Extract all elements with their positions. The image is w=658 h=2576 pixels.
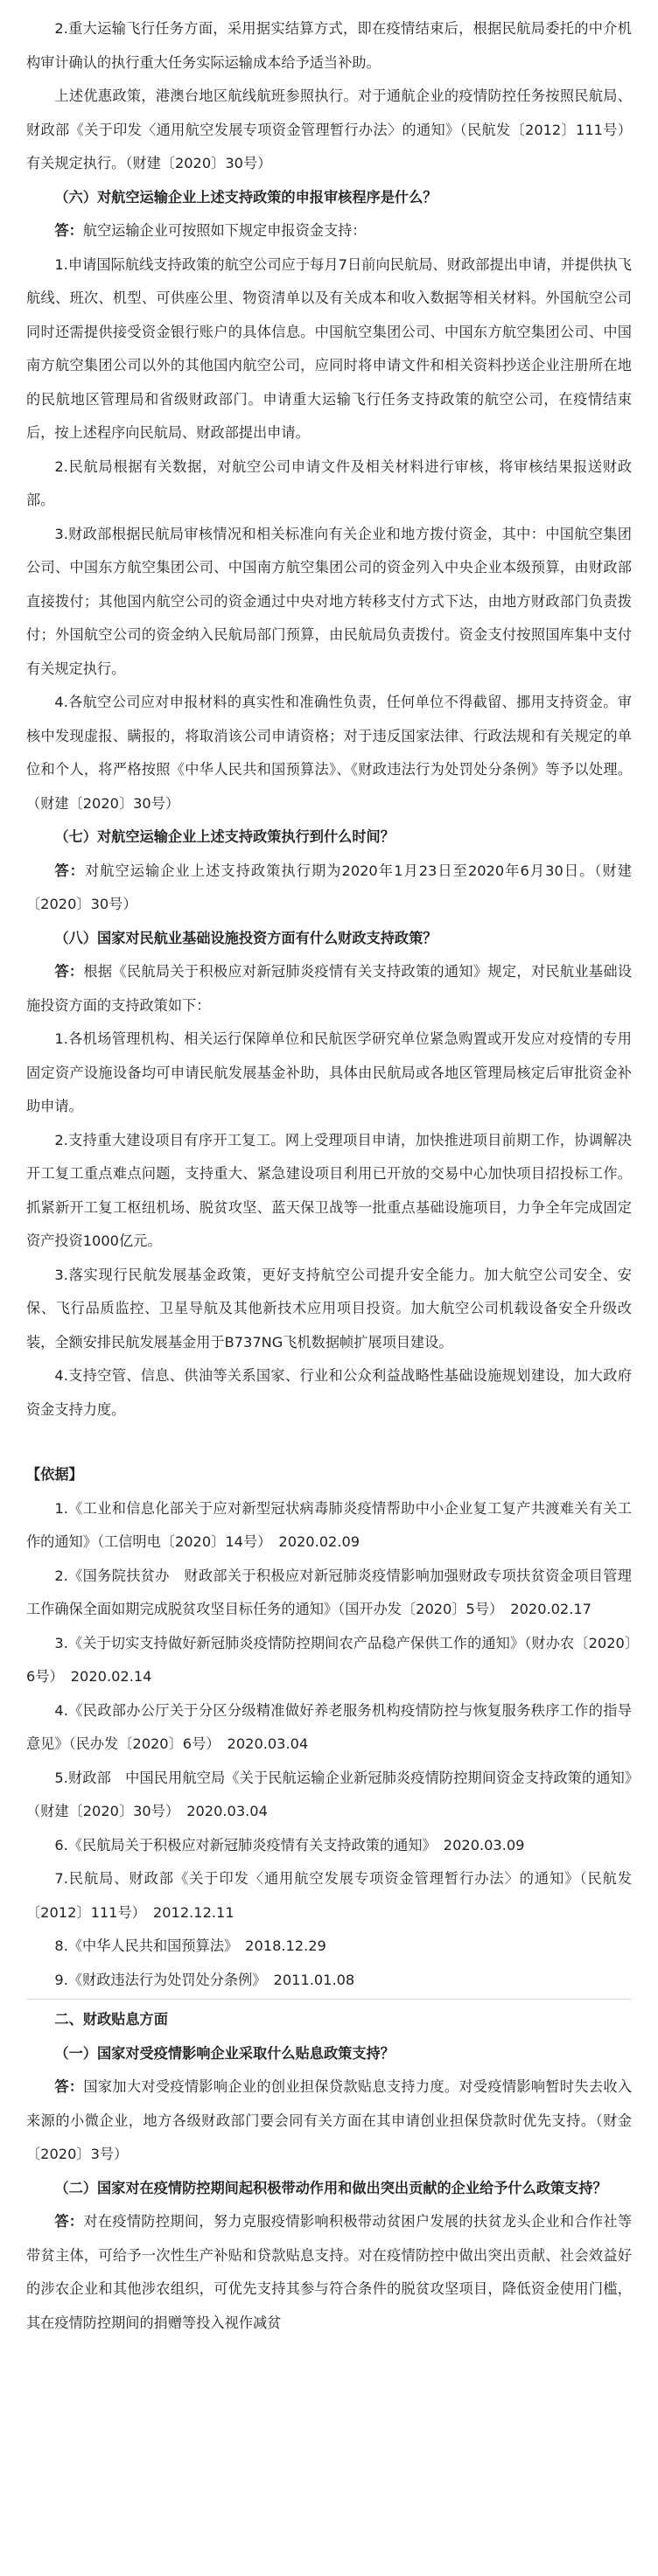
body-paragraph: 3.落实现行民航发展基金政策，更好支持航空公司提升安全能力。加大航空公司安全、安保、飞行品质监控、卫星导航及其他新技术应用项目投资。加大航空公司机载设备安全升级改装，全额安排民航发展基金用于B737NG飞机数据帧扩展项目建设。 — [26, 1266, 632, 1351]
body-paragraph: 上述优惠政策，港澳台地区航线航班参照执行。对于通航企业的疫情防控任务按照民航局、财政部《关于印发〈通用航空发展专项资金管理暂行办法〉的通知》（民航发〔2012〕111号）有关规定执行。（财建〔2020〕30号） — [26, 87, 632, 171]
answer-paragraph — [26, 214, 632, 248]
answer-text: 国家加大对受疫情影响企业的创业担保贷款贴息支持力度。对受疫情影响暂时失去收入来源的小微企业，地方各级财政部门要会同有关方面在其申请创业担保贷款时优先支持。（财金〔2020〕3号） — [26, 2078, 633, 2162]
answer-text: 根据《民航局关于积极应对新冠肺炎疫情有关支持政策的通知》规定，对民航业基础设施投资方面的支持政策如下： — [26, 963, 633, 1014]
question-heading: （二）国家对在疫情防控期间起积极带动作用和做出突出贡献的企业给予什么政策支持？ — [54, 2179, 607, 2196]
question-heading: （七）对航空运输企业上述支持政策执行到什么时间？ — [54, 828, 395, 845]
body-paragraph: 1.《工业和信息化部关于应对新型冠状病毒肺炎疫情帮助中小企业复工复产共渡难关有关工作的通知》（工信明电〔2020〕14号） 2020.02.09 — [26, 1499, 632, 1550]
answer-text: 航空运输企业可按照如下规定申报资金支持： — [82, 222, 367, 239]
answer-paragraph — [26, 955, 632, 1023]
answer-label: 答： — [54, 963, 84, 980]
body-paragraph: 6.《民航局关于积极应对新冠肺炎疫情有关支持政策的通知》 2020.03.09 — [54, 1836, 525, 1853]
answer-paragraph — [26, 855, 632, 922]
section-divider — [26, 1999, 632, 2000]
answer-label: 答： — [54, 862, 85, 879]
answer-label: 答： — [54, 2078, 84, 2095]
question-heading: （一）国家对受疫情影响企业采取什么贴息政策支持？ — [54, 2044, 395, 2062]
basis-heading: 【依据】 — [26, 1466, 83, 1483]
body-paragraph: 4.各航空公司应对申报材料的真实性和准确性负责，任何单位不得截留、挪用支持资金。审核中发现虚报、瞒报的，将取消该公司申请资格；对于违反国家法律、行政法规和有关规定的单位和个人，将严格按照《中华人民共和国预算法》、《财政违法行为处罚处分条例》等予以处理。（财建〔2020〕30号） — [26, 694, 632, 812]
question-heading: （八）国家对民航业基础设施投资方面有什么财政支持政策？ — [54, 929, 438, 946]
body-paragraph: 9.《财政违法行为处罚处分条例》 2011.01.08 — [54, 1971, 355, 1988]
body-paragraph: 1.各机场管理机构、相关运行保障单位和民航医学研究单位紧急购置或开发应对疫情的专用固定资产设施设备均可申请民航发展基金补助，具体由民航局或各地区管理局核定后审批资金补助申请。 — [26, 1030, 632, 1114]
spacer — [26, 1427, 632, 1458]
answer-label: 答： — [54, 2213, 84, 2230]
body-paragraph: 5.财政部 中国民用航空局《关于民航运输企业新冠肺炎疫情防控期间资金支持政策的通知》（财建〔2020〕30号） 2020.03.04 — [26, 1769, 632, 1819]
answer-paragraph — [26, 2070, 632, 2172]
body-paragraph: 4.支持空管、信息、供油等关系国家、行业和公众利益战略性基础设施规划建设，加大政府资金支持力度。 — [26, 1367, 632, 1418]
section-heading: 二、财政贴息方面 — [54, 2011, 168, 2028]
body-paragraph: 3.《关于切实支持做好新冠肺炎疫情防控期间农产品稳产保供工作的通知》（财办农〔2020〕6号） 2020.02.14 — [26, 1634, 632, 1685]
body-paragraph: 2.民航局根据有关数据，对航空公司申请文件及相关材料进行审核，将审核结果报送财政部。 — [26, 457, 632, 508]
body-paragraph: 2.支持重大建设项目有序开工复工。网上受理项目申请，加快推进项目前期工作，协调解决开工复工重点难点问题，支持重大、紧急建设项目利用已开放的交易中心加快项目招投标工作。抓紧新开工复工枢纽机场、脱贫攻坚、蓝天保卫战等一批重点基础设施项目，力争全年完成固定资产投资1000亿元。 — [26, 1131, 632, 1249]
answer-text: 对航空运输企业上述支持政策执行期为2020年1月23日至2020年6月30日。（财建〔2020〕30号） — [26, 862, 632, 912]
body-paragraph: 4.《民政部办公厅关于分区分级精准做好养老服务机构疫情防控与恢复服务秩序工作的指导意见》（民办发〔2020〕6号） 2020.03.04 — [26, 1701, 632, 1752]
body-paragraph: 2.重大运输飞行任务方面，采用据实结算方式，即在疫情结束后，根据民航局委托的中介机构审计确认的执行重大任务实际运输成本给予适当补助。 — [26, 20, 632, 71]
answer-label: 答： — [54, 222, 83, 239]
answer-text: 对在疫情防控期间，努力克服疫情影响积极带动贫困户发展的扶贫龙头企业和合作社等带贫主体，可给予一次性生产补贴和贷款贴息支持。对在疫情防控中做出突出贡献、社会效益好的涉农企业和其他涉农组织，可优先支持其参与符合条件的脱贫攻坚项目，降低资金使用门槛，其在疫情防控期间的捐赠等投入视作减贫 — [26, 2213, 633, 2331]
question-heading: （六）对航空运输企业上述支持政策的申报审核程序是什么？ — [54, 188, 438, 206]
answer-paragraph — [26, 2205, 632, 2340]
body-paragraph: 7.民航局、财政部《关于印发〈通用航空发展专项资金管理暂行办法〉的通知》（民航发〔2012〕111号） 2012.12.11 — [26, 1870, 632, 1921]
body-paragraph: 1.申请国际航线支持政策的航空公司应于每月7日前向民航局、财政部提出申请，并提供执飞航线、班次、机型、可供座公里、物资清单以及有关成本和收入数据等相关材料。外国航空公司同时还需提供接受资金银行账户的具体信息。中国航空集团公司、中国东方航空集团公司、中国南方航空集团公司以外的其他国内航空公司，应同时将申请文件和相关资料抄送企业注册所在地的民航地区管理局和省级财政部门。申请重大运输飞行任务支持政策的航空公司，在疫情结束后，按上述程序向民航局、财政部提出申请。 — [26, 255, 632, 441]
body-paragraph: 2.《国务院扶贫办 财政部关于积极应对新冠肺炎疫情影响加强财政专项扶贫资金项目管理工作确保全面如期完成脱贫攻坚目标任务的通知》（国开办发〔2020〕5号） 2020.02.17 — [26, 1567, 632, 1617]
body-paragraph: 3.财政部根据民航局审核情况和相关标准向有关企业和地方拨付资金，其中：中国航空集团公司、中国东方航空集团公司、中国南方航空集团公司的资金列入中央企业本级预算，由财政部直接拨付；其他国内航空公司的资金通过中央对地方转移支付方式下达，由地方财政部门负责拨付；外国航空公司的资金纳入民航局部门预算，由民航局负责拨付。资金支付按照国库集中支付有关规定执行。 — [26, 525, 632, 677]
body-paragraph: 8.《中华人民共和国预算法》 2018.12.29 — [54, 1937, 326, 1954]
